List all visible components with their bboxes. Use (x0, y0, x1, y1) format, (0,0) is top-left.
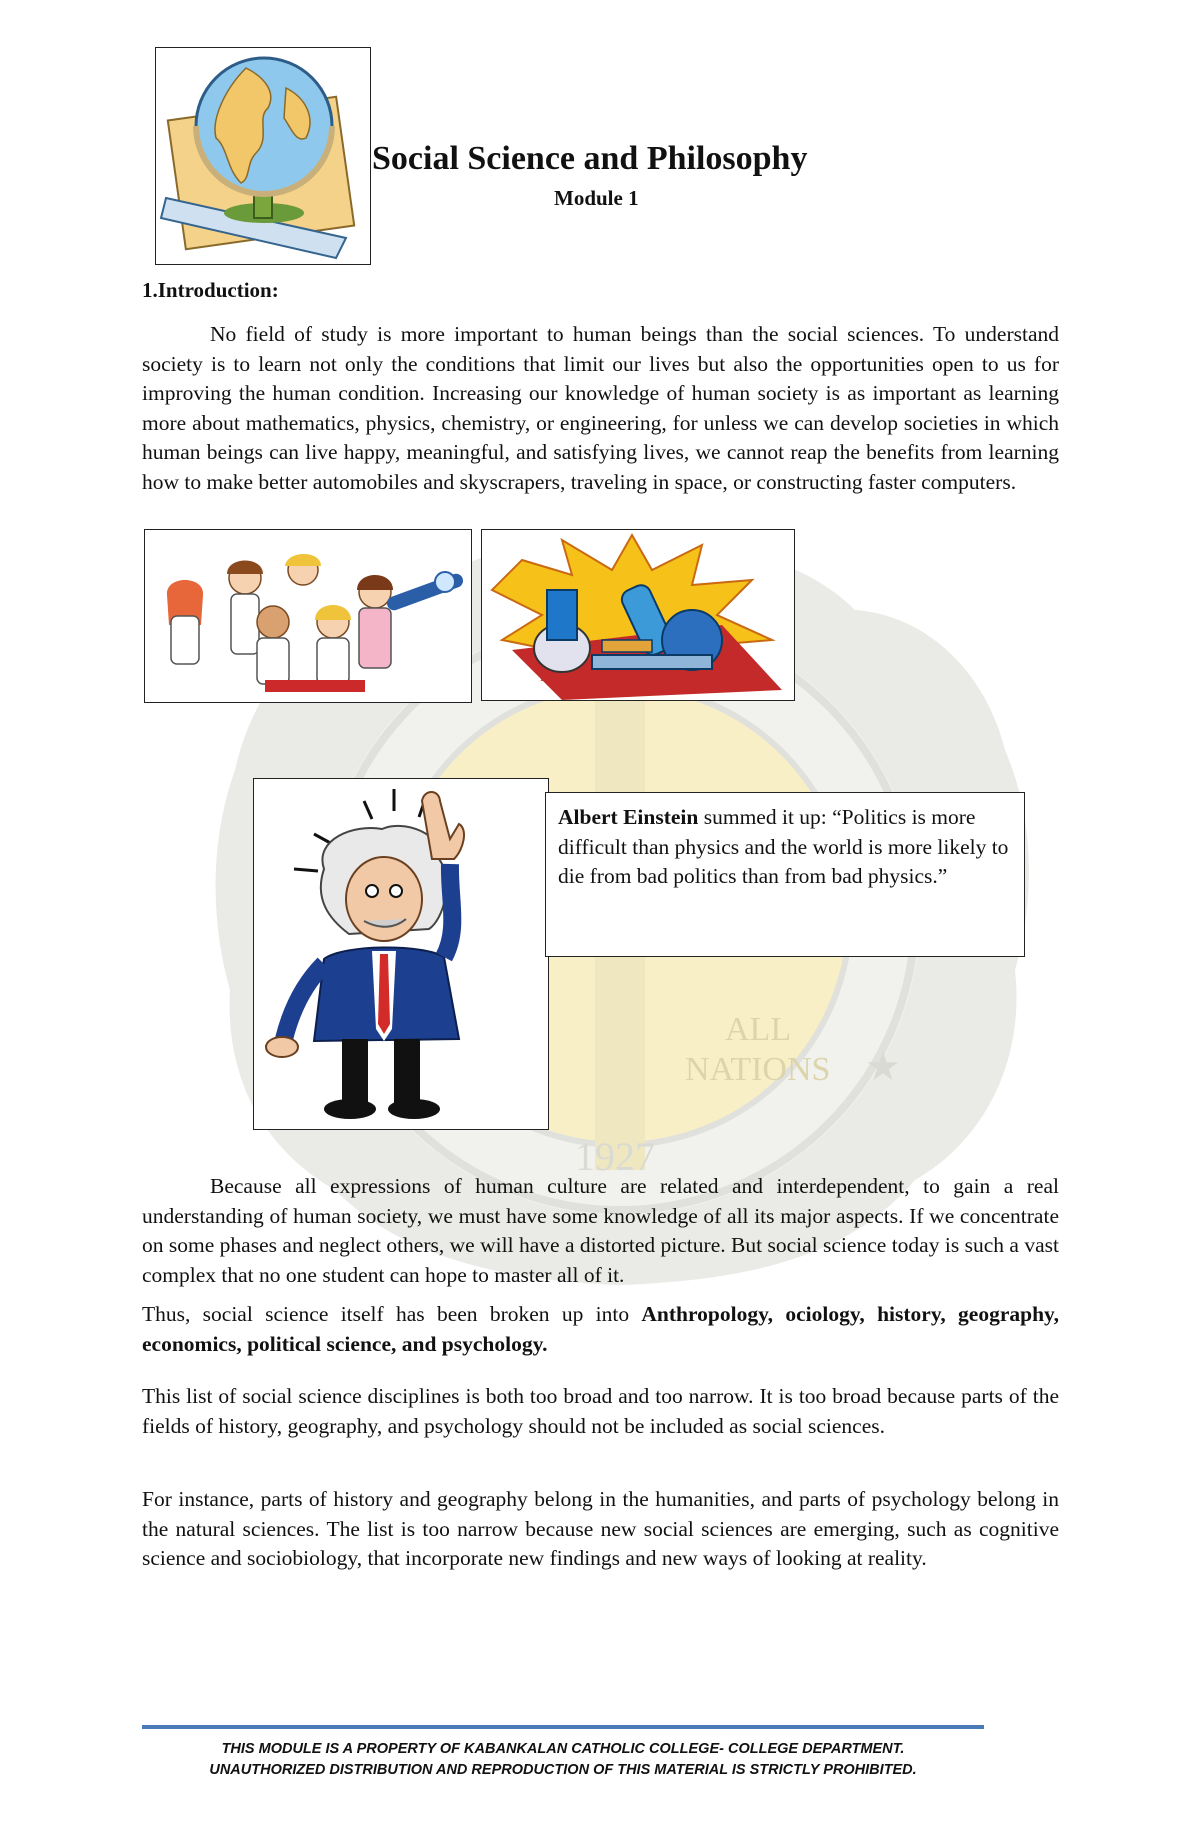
einstein-quote-box (545, 792, 1025, 957)
disciplines-paragraph (142, 1300, 1059, 1359)
disciplines-lead: Thus, social science itself has been broken up into (142, 1302, 642, 1326)
laboratory-image (481, 529, 795, 701)
laboratory-icon (482, 530, 795, 701)
kids-scientists-image (144, 529, 472, 703)
einstein-image (253, 778, 549, 1130)
section-heading: 1.Introduction: (142, 278, 279, 302)
footer-rule (142, 1725, 984, 1729)
quote-author: Albert Einstein (558, 805, 699, 829)
einstein-cartoon-icon (254, 779, 549, 1130)
footer-line-2: UNAUTHORIZED DISTRIBUTION AND REPRODUCTION OF THIS MATERIAL IS STRICTLY PROHIBITED. (209, 1762, 917, 1778)
disciplines-list: Anthropology, ociology, history, geography, economics, political science, and psychology. (142, 1302, 1059, 1356)
quote-text: summed it up: “Politics is more difficult than physics and the world is more likely to die from bad politics than from bad physics.” (558, 805, 1009, 888)
svg-text:★: ★ (865, 1044, 901, 1090)
seal-year: 1927 (575, 1134, 655, 1179)
culture-paragraph: Because all expressions of human culture are related and interdependent, to gain a real understanding of human society, we must have some knowledge of all its major aspects. If we concentrate on some phases and neglect others, we will have a distorted picture. But social science today is such a vast complex that no one student can hope to master all of it. (142, 1174, 1059, 1287)
globe-icon (156, 48, 371, 265)
page-title: Social Science and Philosophy (372, 140, 808, 177)
kids-scientists-icon (145, 530, 472, 703)
footer-line-1: THIS MODULE IS A PROPERTY OF KABANKALAN CATHOLIC COLLEGE- COLLEGE DEPARTMENT. (221, 1741, 905, 1757)
broad-narrow-paragraph: This list of social science disciplines is both too broad and too narrow. It is too broad because parts of the fields of history, geography, and psychology should not be included as social sciences. (142, 1384, 1059, 1438)
globe-logo-image (155, 47, 371, 265)
seal-motto-2: NATIONS (685, 1051, 831, 1088)
seal-motto-1: ALL (725, 1011, 792, 1048)
page-subtitle: Module 1 (554, 186, 639, 210)
instance-paragraph: For instance, parts of history and geography belong in the humanities, and parts of psychology belong in the natural sciences. The list is too narrow because new social sciences are emerging, such as cognitive science and sociobiology, that incorporate new findings and new ways of looking at reality. (142, 1487, 1059, 1570)
intro-paragraph: No field of study is more important to human beings than the social sciences. To understand society is to learn not only the conditions that limit our lives but also the opportunities open to us for improving the human condition. Increasing our knowledge of human society is as important as learning more about mathematics, physics, chemistry, or engineering, for unless we can develop societies in which human beings can live happy, meaningful, and satisfying lives, we cannot reap the benefits from learning how to make better automobiles and skyscrapers, traveling in space, or constructing faster computers. (142, 322, 1059, 494)
